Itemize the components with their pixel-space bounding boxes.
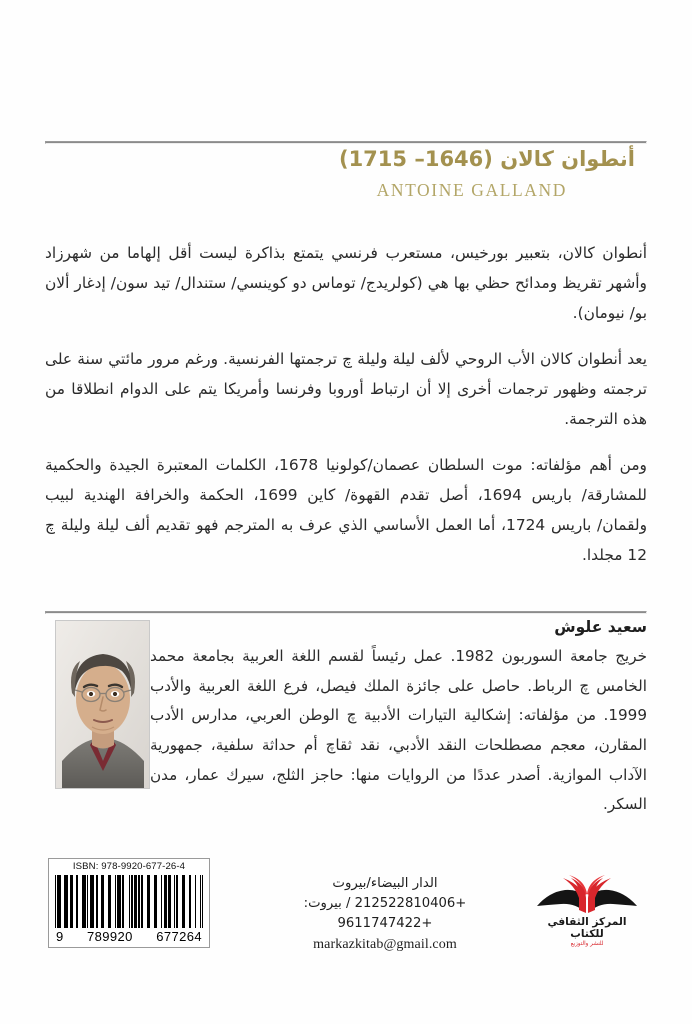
publisher-logo — [529, 872, 645, 947]
author-name: سعيد علوش — [554, 618, 647, 636]
title-block — [45, 146, 647, 201]
barcode-digit-group-3: 677264 — [156, 928, 202, 944]
page-title-latin: ANTOINE GALLAND — [376, 180, 567, 201]
publisher-email[interactable]: markazkitab@gmail.com — [313, 937, 457, 953]
barcode-digit-group-2: 789920 — [87, 928, 133, 944]
author-portrait-photo — [55, 620, 150, 789]
description-paragraph-3: ومن أهم مؤلفاته: موت السلطان عصمان/كولونيا 1678، الكلمات المعتبرة الجيدة والحكمية للمشارقة/ باريس 1694، أصل تقدم القهوة/ كاين 1699، الحكمة والخرافة الهندية لبيب ولقمان/ باريس 1724، أما العمل الأساسي الذي عرف به المترجم فهو تقديم ألف ليلة وليلة ﭺ 12 مجلدا. — [45, 456, 648, 565]
barcode-digit-group-1: 9 — [56, 928, 64, 944]
barcode-digits — [55, 929, 203, 944]
footer — [45, 852, 647, 962]
publisher-phones: +212522810406 / بيروت: +9611747422 — [303, 896, 467, 932]
description-paragraph-2: يعد أنطوان كالان الأب الروحي لألف ليلة وليلة ﭺ ترجمتها الفرنسية. ورغم مرور مائتي سنة على ترجمته وظهور ترجمات أخرى إلا أن ارتباط أوروبا وفرنسا وأمريكا يتم على الدوام انطلاقا من هذه الترجمة. — [45, 350, 647, 429]
book-description — [45, 238, 647, 570]
open-book-icon — [535, 872, 639, 916]
barcode-bars — [55, 875, 203, 928]
top-divider — [45, 141, 647, 144]
isbn-barcode — [48, 858, 210, 948]
isbn-number: ISBN: 978-9920-677-26-4 — [72, 861, 186, 872]
author-section-divider — [45, 611, 647, 614]
publisher-contact — [260, 874, 510, 956]
author-biography: خريج جامعة السوربون 1982. عمل رئيساً لقسم اللغة العربية بجامعة محمد الخامس ﭺ الرباط. حاصل على جائزة الملك فيصل، فرع اللغة العربية والأدب 1999. من مؤلفاته: إشكالية التيارات الأدبية ﭺ الوطن العربي، مدارس الأدب المقارن، معجم مصطلحات النقد الأدبي، نقد ثقاﭺ أم حداثة سلفية، جمهورية الآداب الموازية. أصدر عددًا من الروايات منها: حاجز الثلج، سيرك عمار، مدن السكر. — [150, 647, 647, 814]
publisher-cities: الدار البيضاء/بيروت — [332, 876, 438, 891]
author-section — [45, 618, 647, 820]
description-paragraph-1: أنطوان كالان، بتعبير بورخيس، مستعرب فرنسي يتمتع بذاكرة ليست أقل إلهاما من شهرزاد وأشهر تقريظ ومدائح حظي بها هي (كولريدج/ توماس دو كوينسي/ ستندال/ تيد سون/ إدغار ألان بو/ نيومان). — [45, 244, 647, 323]
page-title-arabic: أنطوان كالان (1646– 1715) — [338, 147, 635, 171]
publisher-subtitle: للنشر والتوزيع — [570, 941, 604, 948]
publisher-name: المركز الثقافي للكتاب — [547, 916, 627, 940]
